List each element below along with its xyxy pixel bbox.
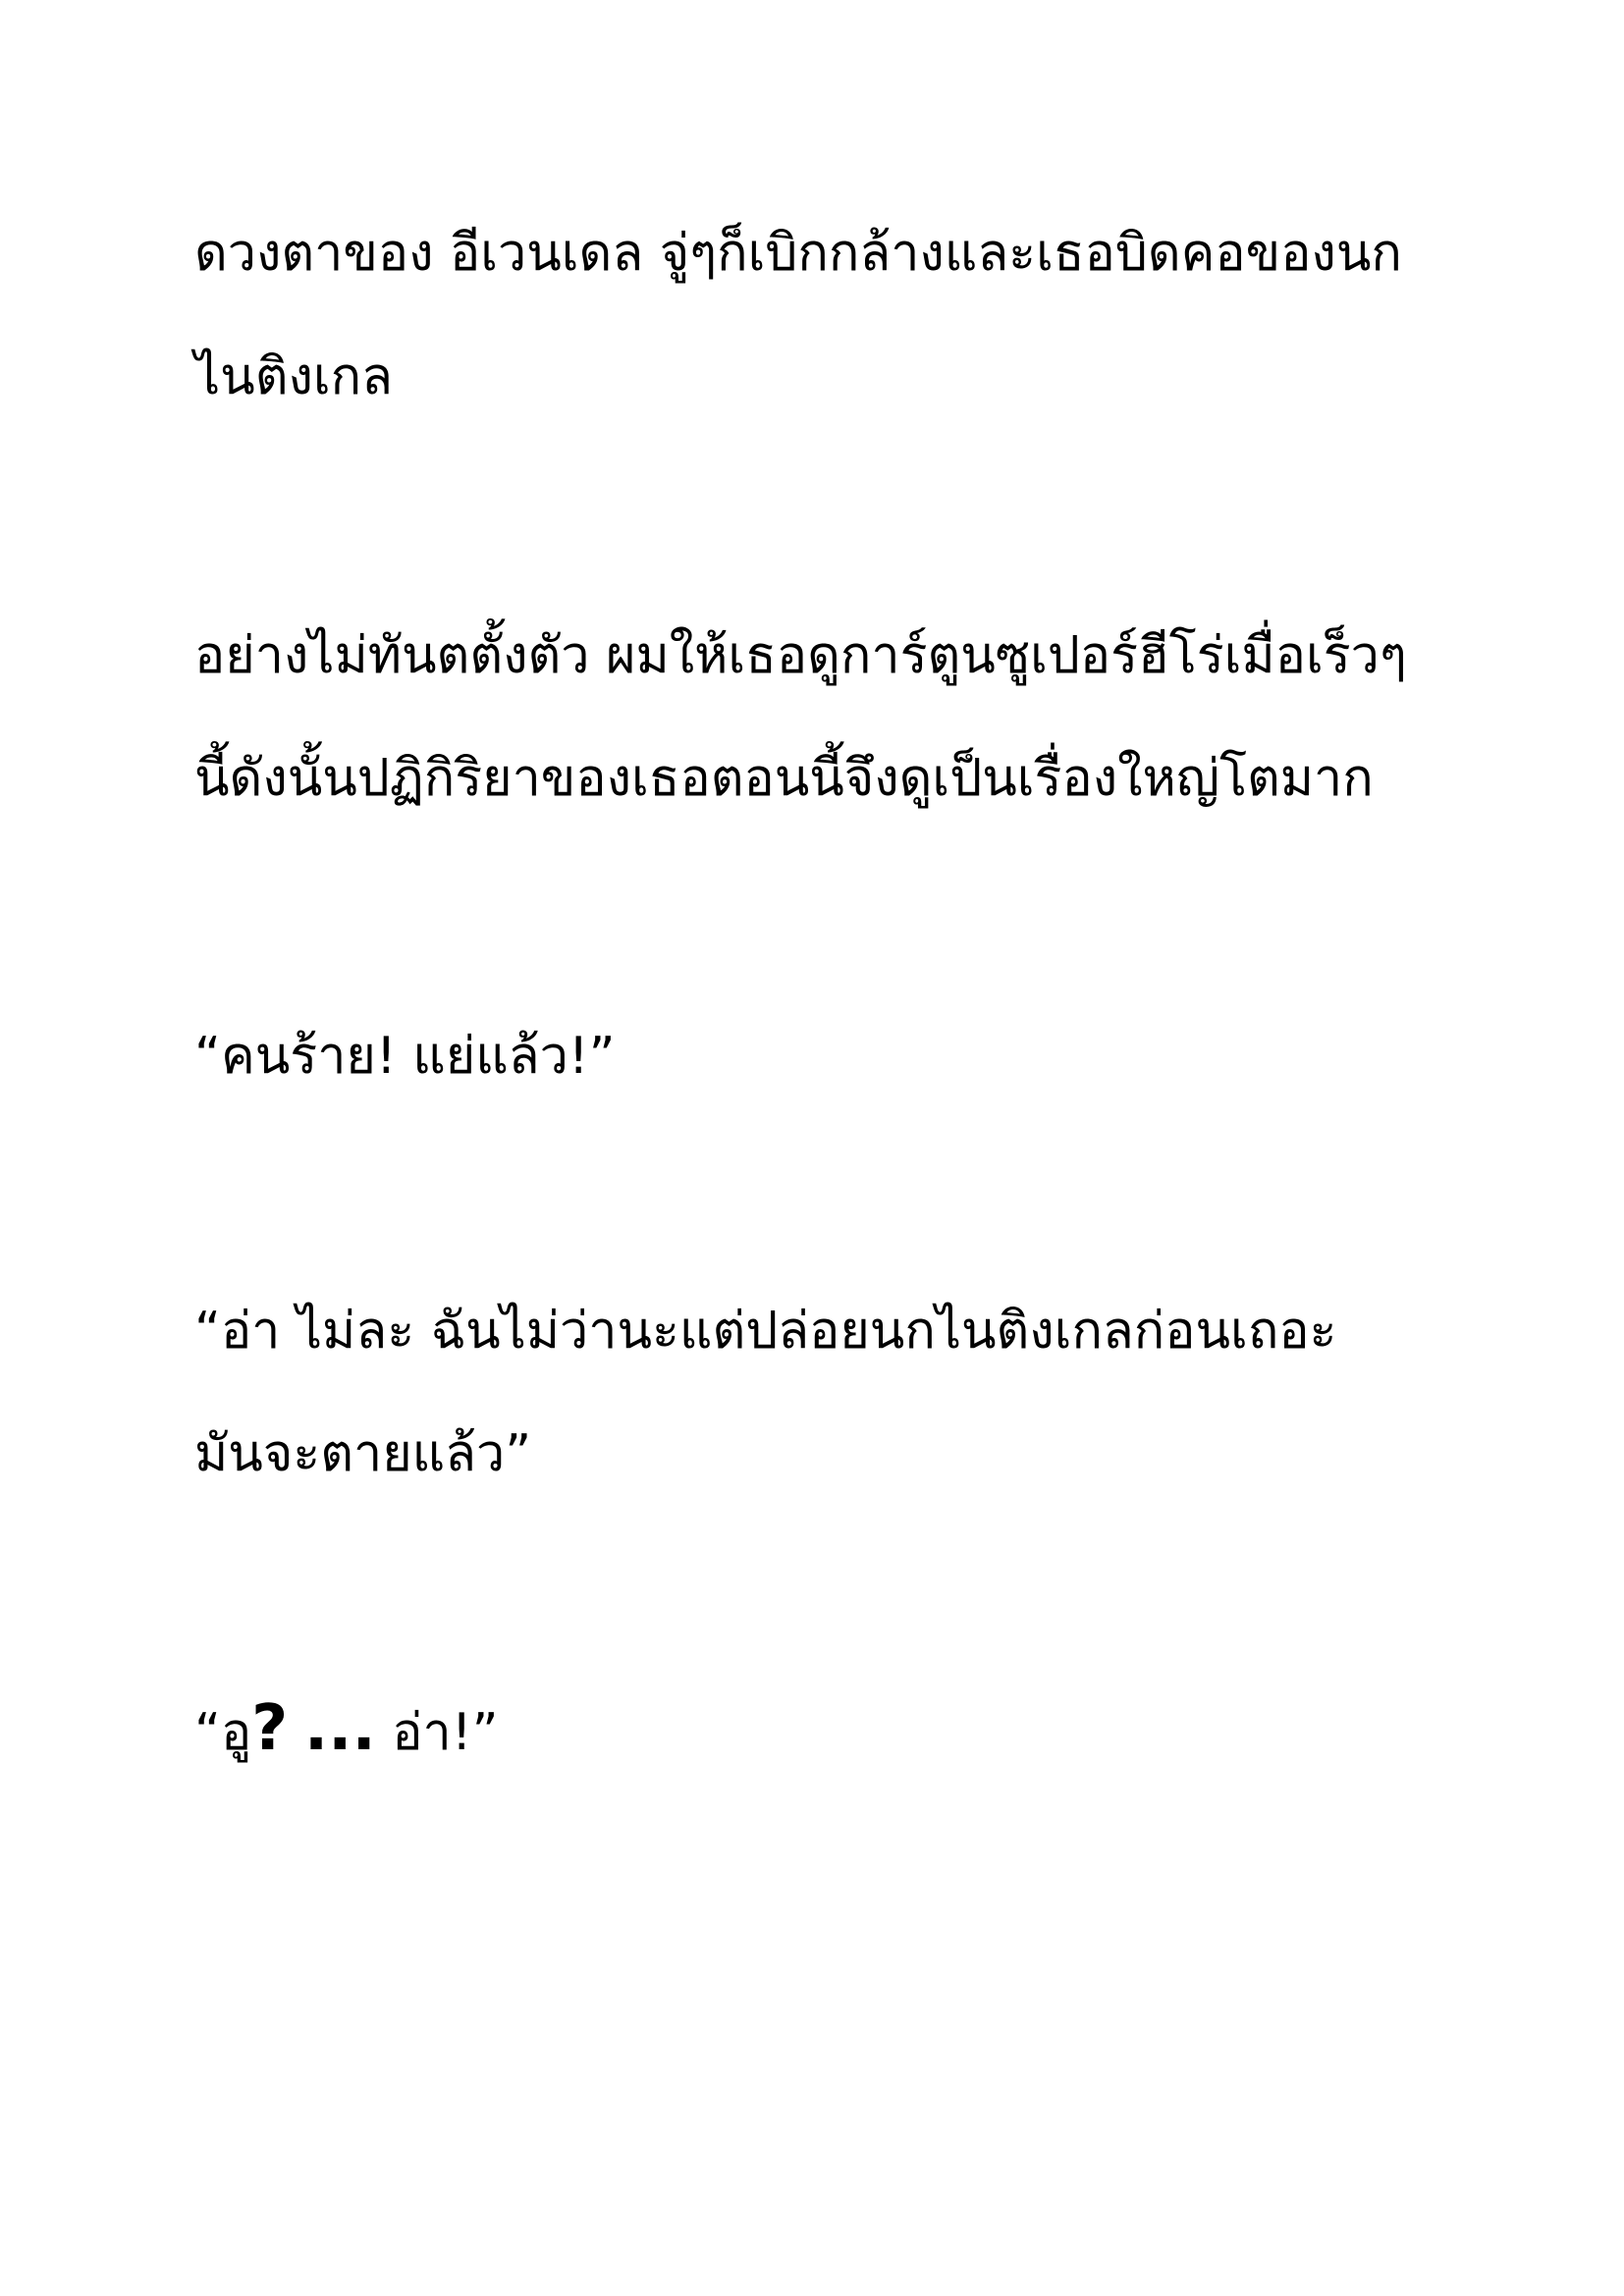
dialogue-ooh-open: “อู (194, 1703, 252, 1762)
dialogue-villain: “คนร้าย! แย่แล้ว!” (194, 1027, 616, 1086)
paragraph-2-line-2: นี้ดังนั้นปฏิกิริยาของเธอตอนนี้จึงดูเป็นเรื่องใหญ่โตมาก (194, 749, 1374, 808)
question-mark: ? (251, 1692, 289, 1765)
paragraph-1-line-1: ดวงตาของ อีเวนเดล จู่ๆก็เบิกกล้างและเธอบิดคอของนก (194, 224, 1402, 283)
ellipsis: ... (303, 1692, 376, 1765)
dialogue-ooh-close: อ่า!” (375, 1703, 499, 1762)
paragraph-2-line-1: อย่างไม่ทันตตั้งตัว ผมให้เธอดูการ์ตูนซูเปอร์ฮีโร่เมื่อเร็วๆ (194, 626, 1407, 685)
dialogue-release-line-2: มันจะตายแล้ว” (194, 1424, 532, 1483)
dialogue-release-line-1: “อ่า ไม่ละ ฉันไม่ว่านะแต่ปล่อยนกไนติงเกลก่อนเถอะ (194, 1302, 1337, 1361)
paragraph-1-line-2: ไนติงเกล (194, 347, 393, 406)
dialogue-ooh (194, 1693, 499, 1768)
